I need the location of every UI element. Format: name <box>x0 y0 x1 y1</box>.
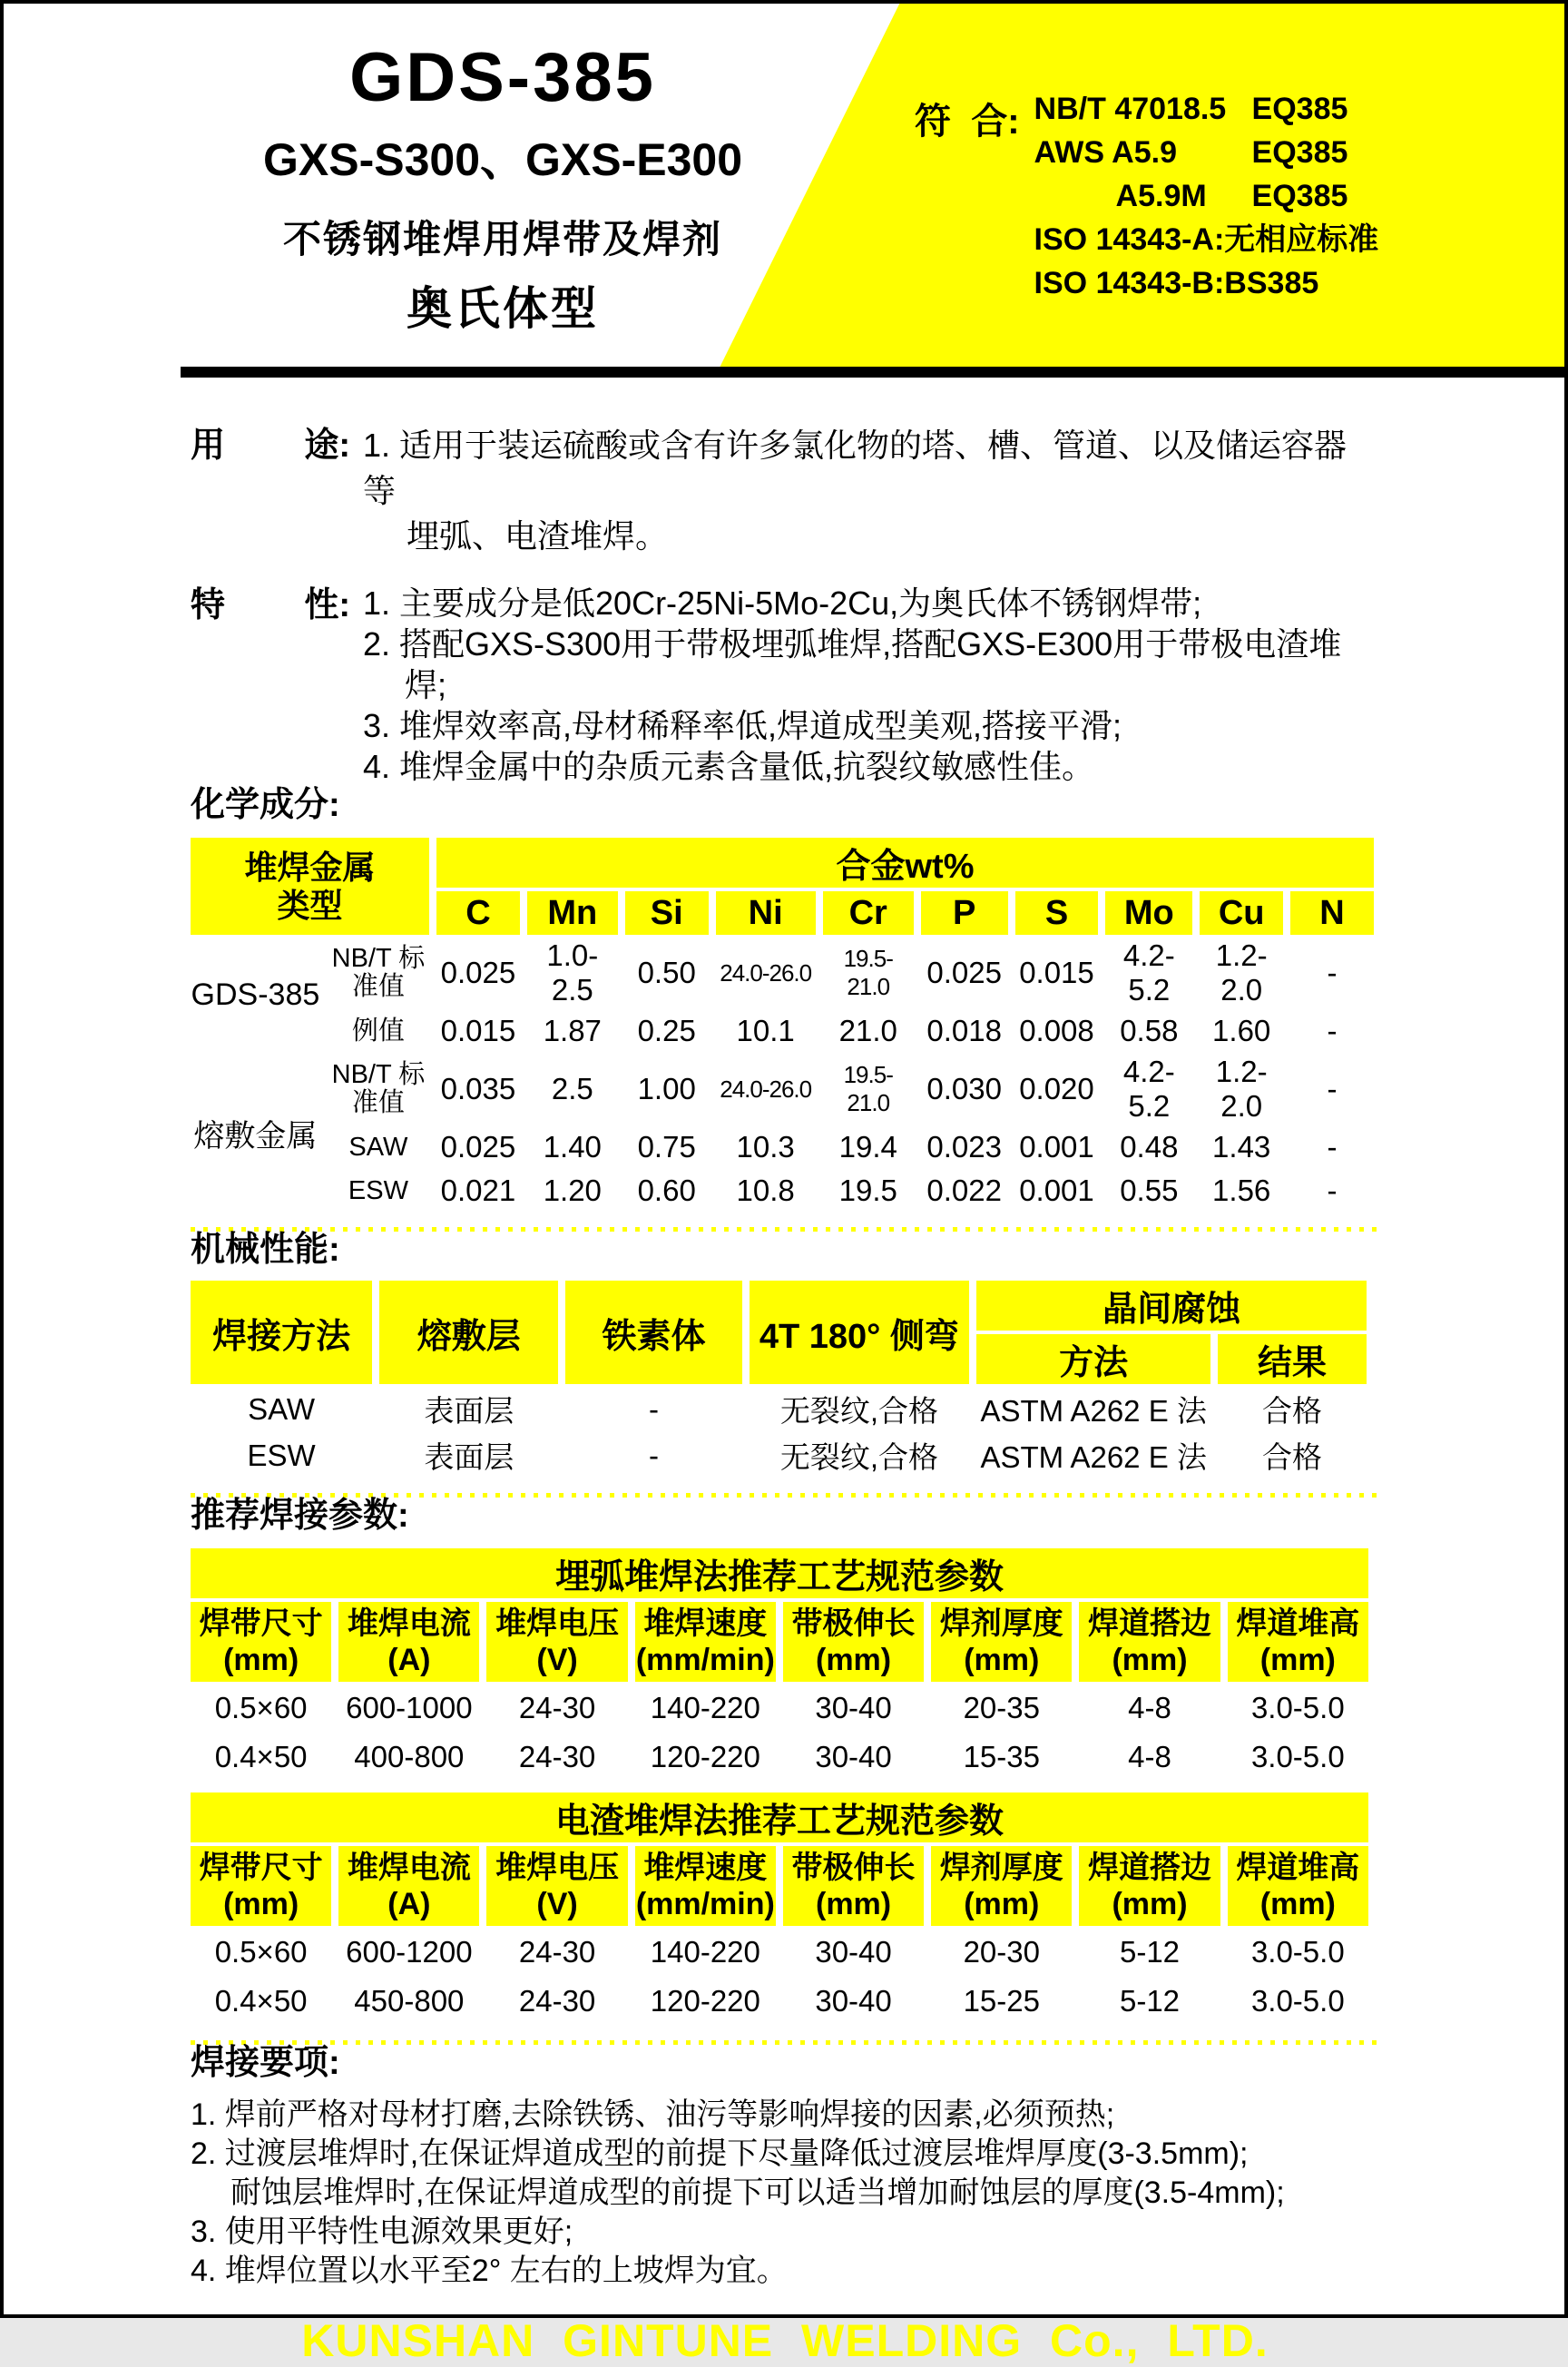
chem-row: SAW 0.025 1.40 0.75 10.3 19.4 0.023 0.001 0.48 1.43 - <box>191 1127 1374 1167</box>
alloy-type-label: 奥氏体型 <box>407 283 599 334</box>
usage-text <box>363 423 1379 559</box>
chem-row-label: SAW <box>348 1132 408 1162</box>
chem-row-label: NB/T 标准值 <box>331 944 426 1001</box>
note-item: 4. 堆焊位置以水平至2° 左右的上坡焊为宜。 <box>191 2254 788 2288</box>
chem-group: 熔敷金属 <box>193 1118 318 1154</box>
element-header: Si <box>625 891 709 935</box>
chem-row: ESW 0.021 1.20 0.60 10.8 19.5 0.022 0.001 0.55 1.56 - <box>191 1171 1374 1211</box>
note-item: 3. 使用平特性电源效果更好; <box>191 2215 573 2249</box>
company-name: KUNSHAN GINTUNE WELDING Co., LTD. <box>301 2315 1269 2366</box>
chem-row: 例值 0.015 1.87 0.25 10.1 21.0 0.018 0.008 0.58 1.60 - <box>191 1011 1374 1051</box>
params-row: 0.5×60 600-1200 24-30 140-220 30-40 20-30 5-12 3.0-5.0 <box>214 1935 1345 1969</box>
feature-item: 2. 搭配GXS-S300用于带极埋弧堆焊,搭配GXS-E300用于带极电渣堆焊; <box>363 625 1342 703</box>
params-row: 0.4×50 400-800 24-30 120-220 30-40 15-35 4-8 3.0-5.0 <box>214 1740 1345 1773</box>
element-header: N <box>1290 891 1374 935</box>
params-header-row <box>191 1846 1368 1926</box>
conform-label: 符 合: <box>915 102 1020 142</box>
standards-block <box>915 87 1378 305</box>
chem-alloy-header: 合金wt% <box>436 838 1374 888</box>
chem-type-header: 堆焊金属 类型 <box>191 838 429 935</box>
standard-item: ISO 14343-B:BS385 <box>1034 266 1319 300</box>
element-header: S <box>1015 891 1099 935</box>
product-subtitle: 不锈钢堆焊用焊带及焊剂 <box>282 218 722 260</box>
element-header: Mn <box>527 891 618 935</box>
element-header: P <box>921 891 1008 935</box>
features-label: 特 性: <box>191 586 350 624</box>
param-column-header: 焊道搭边 (mm) <box>1079 1846 1220 1926</box>
param-column-header: 堆焊电压 (V) <box>486 1602 627 1682</box>
param-column-header: 焊带尺寸 (mm) <box>191 1602 331 1682</box>
note-item-continuation: 耐蚀层堆焊时,在保证焊道成型的前提下可以适当增加耐蚀层的厚度(3.5-4mm); <box>230 2175 1285 2210</box>
standard-item: ISO 14343-A:无相应标准 <box>1034 222 1379 257</box>
product-name: GDS-385 <box>349 39 656 116</box>
parameters-heading: 推荐焊接参数: <box>191 1497 409 1535</box>
param-column-header: 堆焊速度 (mm/min) <box>635 1846 776 1926</box>
chem-row-label: 例值 <box>351 1016 405 1046</box>
param-column-header: 带极伸长 (mm) <box>783 1602 924 1682</box>
element-header: Cr <box>823 891 914 935</box>
param-column-header: 堆焊电流 (A) <box>338 1602 479 1682</box>
mech-header-corrosion-method: 方法 <box>976 1334 1210 1384</box>
feature-item: 1. 主要成分是低20Cr-25Ni-5Mo-2Cu,为奥氏体不锈钢焊带; <box>363 584 1202 622</box>
params-row: 0.5×60 600-1000 24-30 140-220 30-40 20-35 4-8 3.0-5.0 <box>214 1691 1345 1724</box>
param-column-header: 焊带尺寸 (mm) <box>191 1846 331 1926</box>
chem-group: GDS-385 <box>191 977 320 1012</box>
model-names: GXS-S300、GXS-E300 <box>262 134 743 185</box>
features-section <box>191 583 1379 787</box>
mech-header-ferrite: 铁素体 <box>565 1281 741 1384</box>
note-item: 1. 焊前严格对母材打磨,去除铁锈、油污等影响焊接的因素,必须预热; <box>191 2097 1115 2132</box>
chem-row-label: NB/T 标准值 <box>331 1060 426 1117</box>
chem-row: 熔敷金属 NB/T 标准值 0.035 2.5 1.00 24.0-26.0 19.5-21.0 0.030 0.020 4.2-5.2 1.2-2.0 - <box>191 1055 1374 1124</box>
title-block <box>4 4 1002 332</box>
params-row: 0.4×50 450-800 24-30 120-220 30-40 15-25 5-12 3.0-5.0 <box>214 1984 1345 2018</box>
param-column-header: 焊剂厚度 (mm) <box>931 1602 1072 1682</box>
element-header: Ni <box>716 891 816 935</box>
usage-label: 用 途: <box>191 427 350 465</box>
header-divider <box>181 367 1564 378</box>
param-column-header: 堆焊电流 (A) <box>338 1846 479 1926</box>
esw-table-title: 电渣堆焊法推荐工艺规范参数 <box>191 1792 1368 1842</box>
notes-heading: 焊接要项: <box>191 2044 340 2082</box>
param-column-header: 带极伸长 (mm) <box>783 1846 924 1926</box>
element-header: Cu <box>1200 891 1283 935</box>
param-column-header: 堆焊速度 (mm/min) <box>635 1602 776 1682</box>
chemistry-table <box>183 834 1381 1214</box>
usage-line: 1. 适用于装运硫酸或含有许多氯化物的塔、槽、管道、以及储运容器等 <box>363 427 1348 509</box>
mech-header-corrosion-result: 结果 <box>1218 1334 1367 1384</box>
param-column-header: 焊道堆高 (mm) <box>1228 1846 1368 1926</box>
esw-parameters-table <box>183 1789 1376 2028</box>
header <box>4 4 1564 367</box>
usage-section <box>191 423 1379 559</box>
feature-item: 4. 堆焊金属中的杂质元素含量低,抗裂纹敏感性佳。 <box>363 748 1095 785</box>
chem-row-label: ESW <box>348 1175 408 1205</box>
features-list <box>363 583 1379 787</box>
chemistry-heading: 化学成分: <box>191 786 340 824</box>
standard-item: NB/T 47018.5 EQ385 <box>1034 92 1348 126</box>
notes-list <box>191 2096 1379 2291</box>
saw-table-title: 埋弧堆焊法推荐工艺规范参数 <box>191 1548 1368 1598</box>
param-column-header: 堆焊电压 (V) <box>486 1846 627 1926</box>
param-column-header: 焊剂厚度 (mm) <box>931 1846 1072 1926</box>
standard-item: A5.9M EQ385 <box>1115 179 1348 213</box>
mech-header-bend: 4T 180° 侧弯 <box>750 1281 970 1384</box>
mech-header-corrosion: 晶间腐蚀 <box>976 1281 1367 1331</box>
content <box>191 423 1379 2367</box>
mech-row: SAW 表面层 - 无裂纹,合格 ASTM A262 E 法 合格 <box>248 1391 1323 1428</box>
element-header: Mo <box>1105 891 1192 935</box>
saw-parameters-table <box>183 1545 1376 1783</box>
standard-item: AWS A5.9 EQ385 <box>1034 135 1348 170</box>
mechanical-table <box>183 1277 1374 1480</box>
note-item: 2. 过渡层堆焊时,在保证焊道成型的前提下尽量降低过渡层堆焊厚度(3-3.5mm); <box>191 2136 1249 2171</box>
standards-list <box>1034 87 1379 305</box>
param-column-header: 焊道堆高 (mm) <box>1228 1602 1368 1682</box>
element-header: C <box>436 891 520 935</box>
feature-item: 3. 堆焊效率高,母材稀释率低,焊道成型美观,搭接平滑; <box>363 707 1122 744</box>
param-column-header: 焊道搭边 (mm) <box>1079 1602 1220 1682</box>
mechanical-heading: 机械性能: <box>191 1231 340 1269</box>
params-header-row <box>191 1602 1368 1682</box>
mech-header-method: 焊接方法 <box>191 1281 372 1384</box>
usage-line: 埋弧、电渣堆焊。 <box>407 517 669 555</box>
mech-row: ESW 表面层 - 无裂纹,合格 ASTM A262 E 法 合格 <box>247 1438 1323 1474</box>
chem-row: GDS-385 NB/T 标准值 0.025 1.0-2.5 0.50 24.0-26.0 19.5-21.0 0.025 0.015 4.2-5.2 1.2-2.0 - <box>191 938 1374 1007</box>
mech-header-layer: 熔敷层 <box>379 1281 558 1384</box>
